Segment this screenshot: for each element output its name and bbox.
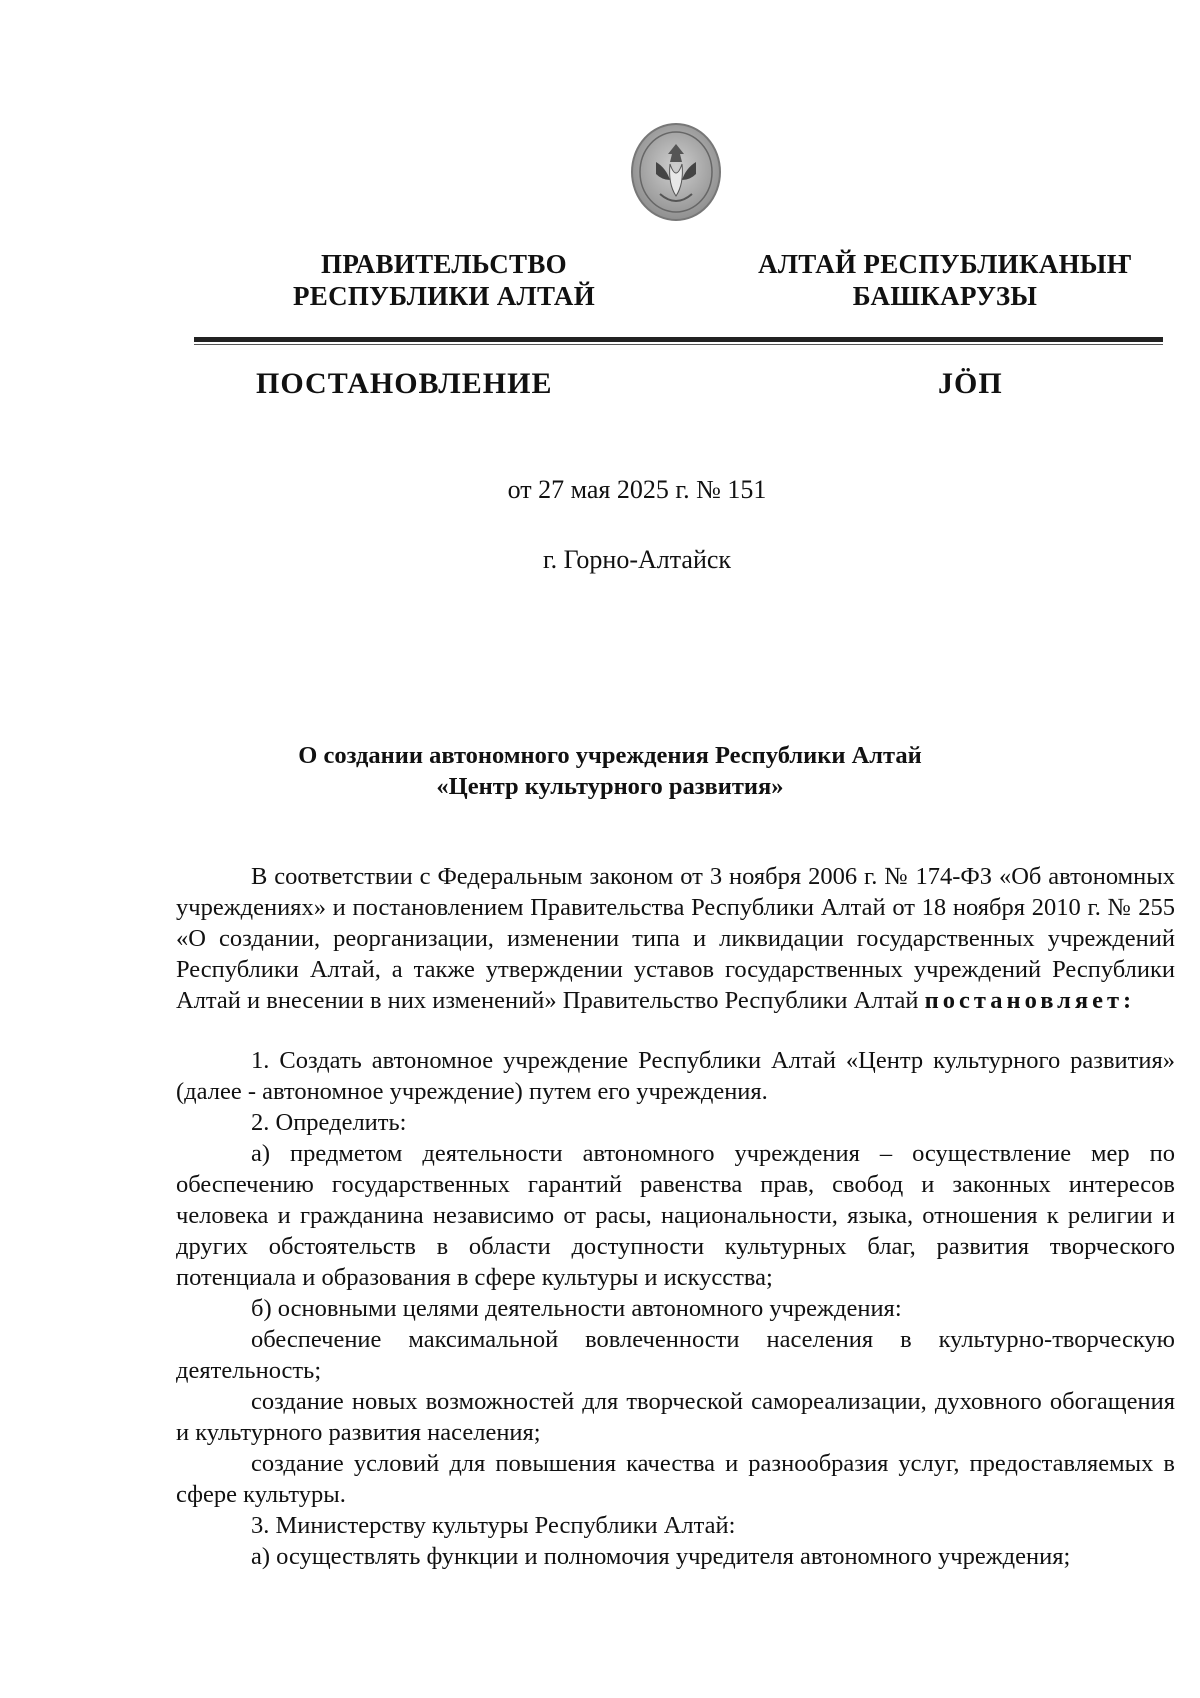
doctype-alt: ЈӦП — [938, 367, 1003, 400]
title-line2: «Центр культурного развития» — [436, 773, 784, 800]
header-divider-thin — [194, 344, 1163, 345]
header-divider-thick — [194, 337, 1163, 342]
preamble-text: В соответствии с Федеральным законом от 3 ноября 2006 г. № 174-ФЗ «Об автономных учреждениях» и постановлением Правительства Республики Алтай от 18 ноября 2010 г. № 255 «О создании, реорганизации, изменении типа и ликвидации государственных учреждений Республики Алтай, а также утверждении уставов государственных учреждений Республики Алтай и внесении в них изменений» Правительство Республики Алтай — [176, 863, 1175, 1014]
paragraph-3: 3. Министерству культуры Республики Алтай: — [251, 1512, 736, 1539]
paragraph-2: 2. Определить: — [251, 1109, 407, 1136]
paragraph-2b-item2: создание новых возможностей для творческой самореализации, духовного обогащения и культурного развития населения; — [176, 1388, 1175, 1446]
paragraph-2b-item1: обеспечение максимальной вовлеченности населения в культурно-творческую деятельность; — [176, 1326, 1175, 1384]
document-city: г. Горно-Алтайск — [542, 545, 732, 574]
preamble-emphasis: постановляет: — [924, 987, 1136, 1014]
issuer-alt-line2: БАШКАРУЗЫ — [852, 281, 1038, 311]
paragraph-1: 1. Создать автономное учреждение Республики Алтай «Центр культурного развития» (далее - автономное учреждение) путем его учреждения. — [176, 1047, 1175, 1105]
preamble-paragraph — [176, 861, 1175, 1016]
issuer-ru-line2: РЕСПУБЛИКИ АЛТАЙ — [292, 281, 596, 311]
paragraph-2a: а) предметом деятельности автономного учреждения – осуществление мер по обеспечению государственных гарантий равенства прав, свобод и законных интересов человека и гражданина независимо от расы, национальности, языка, отношения к религии и других обстоятельств в области доступности культурных благ, развития творческого потенциала и образования в сфере культуры и искусства; — [176, 1140, 1175, 1291]
document-title — [230, 740, 990, 802]
coat-of-arms-emblem — [630, 122, 722, 222]
doctype-ru: ПОСТАНОВЛЕНИЕ — [256, 367, 553, 400]
issuer-ru — [234, 248, 654, 312]
paragraph-3a: а) осуществлять функции и полномочия учредителя автономного учреждения; — [251, 1543, 1071, 1570]
issuer-ru-line1: ПРАВИТЕЛЬСТВО — [321, 249, 567, 279]
paragraph-2b-item3: создание условий для повышения качества и разнообразия услуг, предоставляемых в сфере культуры. — [176, 1450, 1175, 1508]
title-line1: О создании автономного учреждения Республики Алтай — [298, 742, 922, 769]
issuer-alt-line1: АЛТАЙ РЕСПУБЛИКАНЫҤ — [758, 249, 1132, 279]
issuer-alt — [745, 248, 1145, 312]
document-body — [176, 861, 1175, 1572]
document-date-number: от 27 мая 2025 г. № 151 — [507, 475, 767, 504]
paragraph-2b: б) основными целями деятельности автономного учреждения: — [251, 1295, 902, 1322]
